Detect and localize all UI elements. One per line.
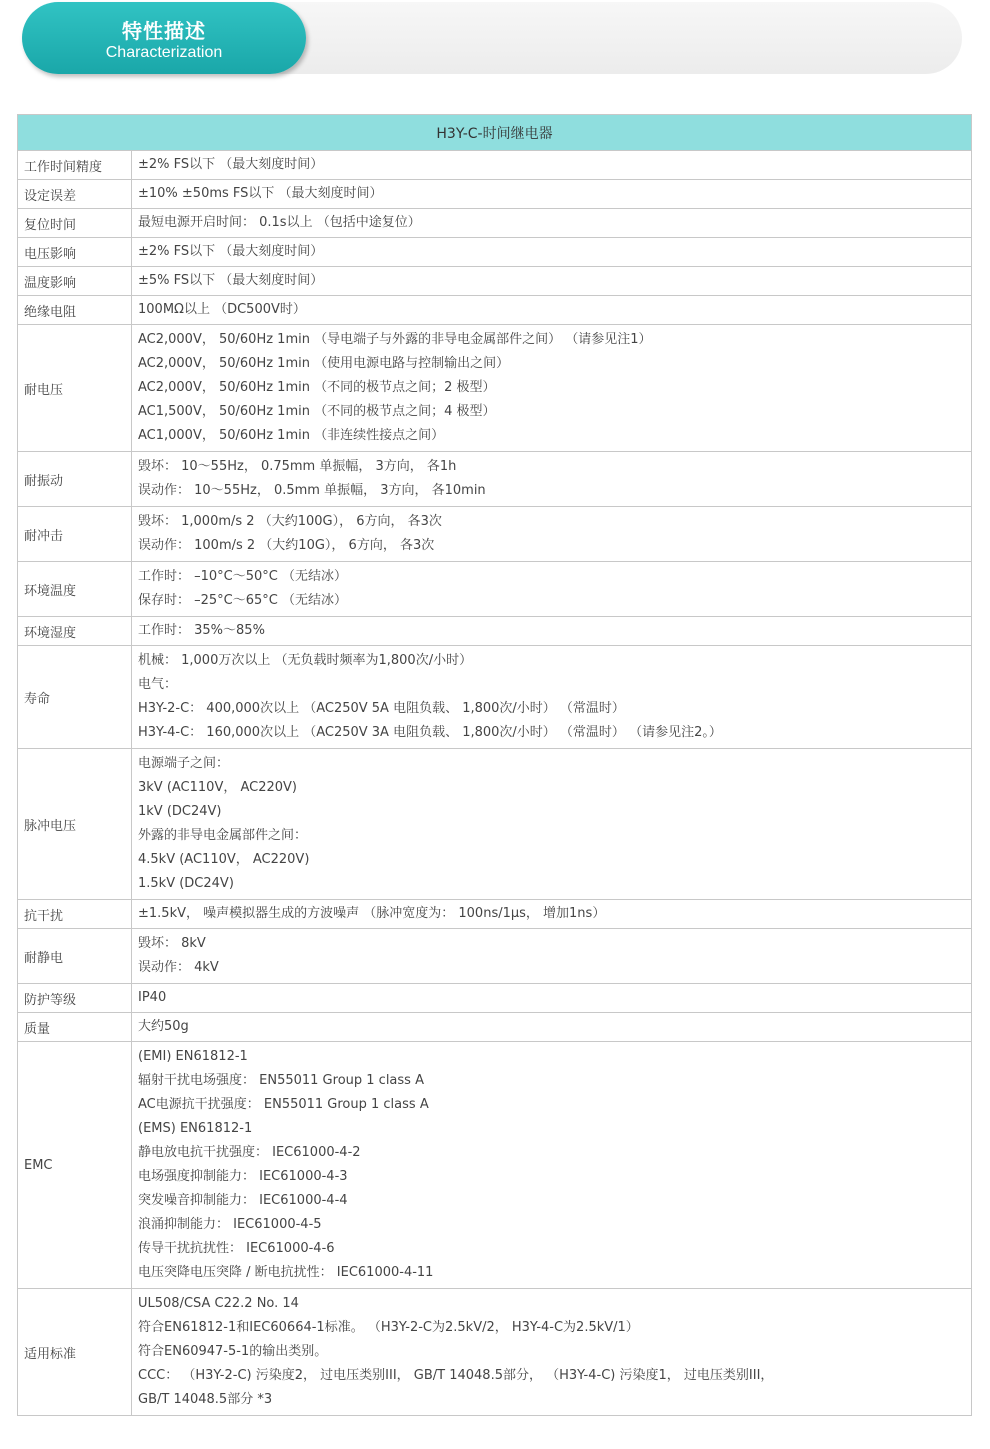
table-row [18,929,972,984]
spec-value-line: 最短电源开启时间： 0.1s以上 （包括中途复位） [138,215,421,230]
spec-value-line: H3Y-4-C： 160,000次以上 （AC250V 3A 电阻负载、 1,800次/小时） （常温时） （请参见注2。） [138,725,722,740]
spec-value-line: ±10% ±50ms FS以下 （最大刻度时间） [138,186,383,201]
spec-value-line: H3Y-2-C： 400,000次以上 （AC250V 5A 电阻负载、 1,800次/小时） （常温时） [138,701,625,716]
spec-value-line: AC2,000V， 50/60Hz 1min （不同的极节点之间；2 极型） [138,380,496,395]
spec-label: 复位时间 [18,209,132,238]
spec-value [132,238,972,267]
spec-value-line: 浪涌抑制能力： IEC61000-4-5 [138,1217,322,1232]
spec-label: 设定误差 [18,180,132,209]
table-row [18,452,972,507]
table-row [18,1042,972,1289]
spec-label: 环境温度 [18,562,132,617]
spec-value-line: (EMS) EN61812-1 [138,1121,253,1136]
spec-value [132,1289,972,1416]
spec-label: 绝缘电阻 [18,296,132,325]
spec-value [132,749,972,900]
spec-label: 寿命 [18,646,132,749]
spec-label: 电压影响 [18,238,132,267]
spec-value-line: 突发噪音抑制能力： IEC61000-4-4 [138,1193,348,1208]
spec-label: 防护等级 [18,984,132,1013]
spec-value-line: CCC： （H3Y-2-C) 污染度2， 过电压类别III， GB/T 14048.5部分， （H3Y-4-C) 污染度1， 过电压类别III， [138,1368,774,1383]
spec-label: 耐电压 [18,325,132,452]
spec-value-line: IP40 [138,990,167,1005]
section-title: 特性描述 [122,19,206,43]
table-row [18,1289,972,1416]
spec-label: 工作时间精度 [18,151,132,180]
table-row [18,900,972,929]
spec-label: 环境湿度 [18,617,132,646]
spec-value-line: 毁坏： 1,000m/s 2 （大约100G）， 6方向， 各3次 [138,514,442,529]
spec-value-line: 工作时： 35%～85% [138,623,265,638]
spec-value [132,617,972,646]
spec-value-line: AC2,000V， 50/60Hz 1min （使用电源电路与控制输出之间） [138,356,510,371]
spec-value-line: 电压突降电压突降 / 断电抗扰性： IEC61000-4-11 [138,1265,434,1280]
spec-value [132,646,972,749]
spec-label: 抗干扰 [18,900,132,929]
spec-value-line: GB/T 14048.5部分 *3 [138,1392,273,1407]
spec-value-line: 工作时： –10°C～50°C （无结冰） [138,569,348,584]
spec-value-line: 大约50g [138,1019,189,1034]
spec-value-line: 保存时： –25°C～65°C （无结冰） [138,593,348,608]
spec-label: EMC [18,1042,132,1289]
spec-value-line: 电气： [138,677,178,692]
spec-value-line: ±1.5kV， 噪声模拟器生成的方波噪声 （脉冲宽度为： 100ns/1μs， 增加1ns） [138,906,606,921]
table-row [18,325,972,452]
spec-value-line: 传导干扰抗扰性： IEC61000-4-6 [138,1241,335,1256]
spec-value-line: 毁坏： 10～55Hz， 0.75mm 单振幅， 3方向， 各1h [138,459,457,474]
spec-value-line: AC1,000V， 50/60Hz 1min （非连续性接点之间） [138,428,445,443]
spec-value-line: AC2,000V， 50/60Hz 1min （导电端子与外露的非导电金属部件之间） （请参见注1） [138,332,652,347]
spec-table-body [18,151,972,1416]
spec-label: 质量 [18,1013,132,1042]
table-row [18,267,972,296]
spec-value-line: 误动作： 100m/s 2 （大约10G）， 6方向， 各3次 [138,538,435,553]
spec-value-line: ±5% FS以下 （最大刻度时间） [138,273,324,288]
spec-value-line: 电源端子之间： [138,756,230,771]
spec-value [132,180,972,209]
table-title: H3Y-C-时间继电器 [18,115,972,151]
spec-table [17,114,972,1416]
spec-value-line: 1kV (DC24V) [138,804,222,819]
table-row [18,180,972,209]
spec-value-line: 100MΩ以上 （DC500V时） [138,302,306,317]
spec-label: 脉冲电压 [18,749,132,900]
section-subtitle: Characterization [105,44,223,61]
spec-value-line: 4.5kV (AC110V， AC220V) [138,852,310,867]
spec-value-line: 误动作： 10～55Hz， 0.5mm 单振幅， 3方向， 各10min [138,483,486,498]
spec-value [132,1013,972,1042]
spec-value [132,267,972,296]
spec-value [132,452,972,507]
spec-value [132,209,972,238]
table-row [18,507,972,562]
table-row [18,749,972,900]
spec-value [132,296,972,325]
table-row [18,151,972,180]
table-row [18,617,972,646]
table-row [18,296,972,325]
section-title-badge [22,2,306,74]
spec-value [132,562,972,617]
spec-value-line: ±2% FS以下 （最大刻度时间） [138,157,324,172]
spec-value-line: 符合EN60947-5-1的输出类别。 [138,1344,328,1359]
spec-value-line: 辐射干扰电场强度： EN55011 Group 1 class A [138,1073,424,1088]
spec-label: 耐冲击 [18,507,132,562]
spec-label: 适用标准 [18,1289,132,1416]
spec-value-line: (EMI) EN61812-1 [138,1049,248,1064]
spec-value [132,151,972,180]
spec-value [132,507,972,562]
spec-value [132,1042,972,1289]
spec-value-line: 毁坏： 8kV [138,936,206,951]
spec-value-line: 1.5kV (DC24V) [138,876,234,891]
table-row [18,1013,972,1042]
spec-value-line: UL508/CSA C22.2 No. 14 [138,1296,299,1311]
spec-value-line: 静电放电抗干扰强度： IEC61000-4-2 [138,1145,361,1160]
spec-value-line: 外露的非导电金属部件之间： [138,828,308,843]
spec-value-line: 符合EN61812-1和IEC60664-1标准。 （H3Y-2-C为2.5kV/2， H3Y-4-C为2.5kV/1） [138,1320,639,1335]
spec-label: 耐静电 [18,929,132,984]
table-row [18,562,972,617]
spec-label: 耐振动 [18,452,132,507]
table-row [18,238,972,267]
spec-value-line: 电场强度抑制能力： IEC61000-4-3 [138,1169,348,1184]
spec-value-line: 误动作： 4kV [138,960,219,975]
spec-value-line: AC1,500V， 50/60Hz 1min （不同的极节点之间；4 极型） [138,404,496,419]
table-row [18,209,972,238]
spec-value [132,984,972,1013]
spec-value-line: 机械： 1,000万次以上 （无负载时频率为1,800次/小时） [138,653,473,668]
spec-value [132,325,972,452]
spec-value-line: ±2% FS以下 （最大刻度时间） [138,244,324,259]
spec-value [132,929,972,984]
spec-value-line: AC电源抗干扰强度： EN55011 Group 1 class A [138,1097,429,1112]
table-row [18,984,972,1013]
table-row [18,646,972,749]
spec-label: 温度影响 [18,267,132,296]
spec-value-line: 3kV (AC110V， AC220V) [138,780,297,795]
spec-value [132,900,972,929]
